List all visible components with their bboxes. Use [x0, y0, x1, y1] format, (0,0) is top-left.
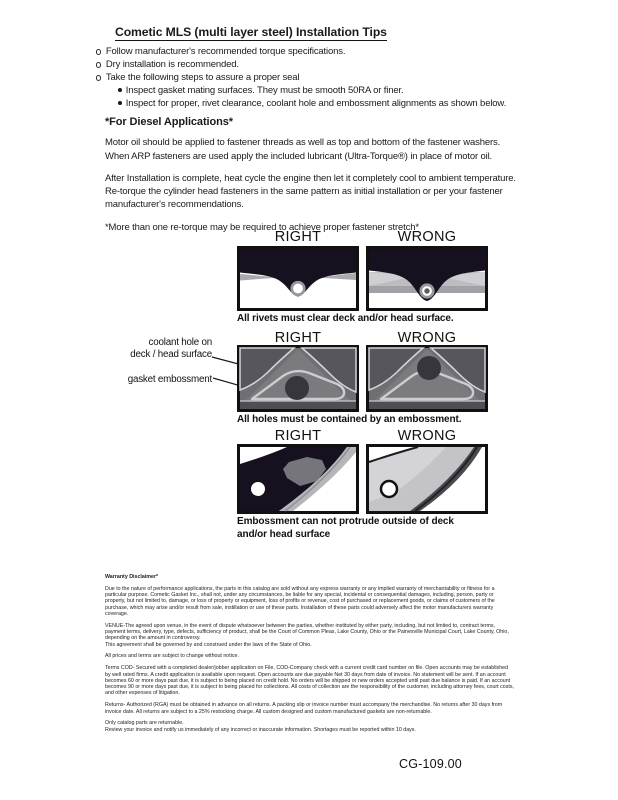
rivet-center — [424, 288, 429, 293]
list-item — [96, 71, 536, 84]
fine-print-paragraph: VENUE-The agreed upon venue, in the event of dispute whatsoever between the parties, whether instituted by either party, including, but not limited to, contract terms, payment terms, delivery, type, defects, sufficiency of product, shall be the Court of Common Pleas, Lake County, Ohio or the Painesville Municipal Court, Lake County, Ohio, depending on the amount in controversy. — [105, 622, 509, 642]
diagram-caption: All holes must be contained by an embossment. — [237, 414, 462, 425]
coolant-hole — [285, 376, 309, 400]
tip-text: Inspect for proper, rivet clearance, coolant hole and embossment alignments as shown below. — [125, 98, 507, 109]
circle-bullet-icon — [96, 75, 101, 80]
fine-print-paragraph: Only catalog parts are returnable. — [105, 720, 184, 727]
list-item — [96, 58, 536, 71]
diesel-applications-section — [105, 116, 525, 243]
circle-bullet-icon — [96, 62, 101, 67]
caption-line: Embossment can not protrude outside of deck — [237, 516, 454, 527]
diagram-caption — [237, 516, 467, 541]
warranty-disclaimer-section — [105, 574, 515, 738]
dot-bullet-icon — [118, 101, 122, 105]
wrong-label: WRONG — [397, 229, 457, 245]
paragraph: Motor oil should be applied to fastener threads as well as top and bottom of the fastener washers. When ARP fasteners are used apply the included lubricant (Ultra-Torque®) in place of motor oil. — [105, 137, 501, 162]
installation-tips-list — [96, 45, 536, 110]
list-item — [96, 45, 536, 58]
embossment-wrong-diagram — [366, 444, 488, 514]
deck-edge-band — [240, 401, 356, 409]
wrong-label: WRONG — [397, 330, 457, 346]
retorque-note: *More than one re-torque may be required to achieve proper fastener stretch* — [105, 221, 419, 233]
caption-line: and/or head surface — [237, 528, 331, 540]
rivet-wrong-diagram — [366, 246, 488, 311]
deck-edge-band — [369, 401, 485, 409]
tip-text: Take the following steps to assure a proper seal — [105, 72, 300, 83]
tip-text: Dry installation is recommended. — [105, 59, 239, 70]
fine-print-paragraph: All prices and terms are subject to change without notice. — [105, 653, 239, 660]
circle-bullet-icon — [96, 49, 101, 54]
paragraph: After Installation is complete, heat cycle the engine then let it completely cool to ambient temperature. Re-torque the cylinder head fasteners in the same pattern as initial installation or per your fastener manufacturer's recommendations. — [105, 172, 516, 211]
coolant-hole-wrong-diagram — [366, 345, 488, 412]
tip-text: Inspect gasket mating surfaces. They must be smooth 50RA or finer. — [125, 85, 404, 96]
dot-bullet-icon — [118, 88, 122, 92]
gasket-embossment-annotation: gasket embossment — [127, 374, 212, 385]
fine-print-paragraph: Terms COD- Secured with a completed dealer/jobber application on File, COD-Company check with a current credit card number on file. Open accounts may be established by well rated firms. A credit application is available upon request. Open accounts are due payable Net 30 days from date of invoice. No statement will be sent. If an account becomes 60 or more days past due, it is subject to being placed on credit hold. No orders will be shipped or new orders accepted until past due balance is paid. If an account becomes 90 or more days past due, it is subject to being placed for collections. All costs of collection are the responsibility of the customer, including attorney fees, court costs, and other expenses of litigation. — [105, 665, 514, 697]
page-number: CG-109.00 — [399, 757, 462, 771]
right-label: RIGHT — [274, 330, 322, 346]
tip-text: Follow manufacturer's recommended torque specifications. — [105, 46, 346, 57]
coolant-hole-annotation — [118, 337, 212, 360]
annotation-line: coolant hole on — [148, 337, 212, 348]
fine-print-heading: Warranty Disclaimer* — [105, 574, 159, 580]
page-title: Cometic MLS (multi layer steel) Installation Tips — [115, 25, 387, 39]
section-heading: *For Diesel Applications* — [105, 116, 233, 128]
diagram-caption: All rivets must clear deck and/or head surface. — [237, 313, 454, 324]
list-item — [118, 84, 536, 97]
right-label: RIGHT — [274, 428, 322, 444]
coolant-hole — [417, 356, 441, 380]
wrong-label: WRONG — [397, 428, 457, 444]
right-label: RIGHT — [274, 229, 322, 245]
embossment-right-diagram — [237, 444, 359, 514]
fine-print-paragraph: Due to the nature of performance applications, the parts in this catalog are sold without any express warranty or any implied warranty of merchantability or fitness for a particular purpose. Cometic Gasket Inc., shall not, under any circumstances, be liable for any special, incidental or consequential damages, including, person, party or property, but not limited to, damage, or loss of property or equipment, loss of profits or revenue, cost of purchased or replacement goods, or claims of customers of the purchase, which may arise and/or result from sale, instillation or use of these parts. Installation of these parts could adversely affect the motor manufacturers warranty coverage. — [105, 585, 495, 617]
coolant-hole-right-diagram — [237, 345, 359, 412]
fine-print-paragraph: Returns- Authorized (RGA) must be obtained in advance on all returns. A packing slip or invoice number must accompany the merchandise. No returns after 30 days from invoice date. All returns are subject to a 25% restocking charge. All custom designed and custom manufactured gaskets are non-returnable. — [105, 702, 503, 715]
rivet-center — [293, 284, 303, 294]
annotation-line: deck / head surface — [130, 348, 212, 360]
bolt-hole — [251, 482, 265, 496]
list-item — [118, 97, 536, 110]
bolt-hole — [381, 481, 397, 497]
rivet-right-diagram — [237, 246, 359, 311]
fine-print-paragraph: This agreement shall be governed by and construed under the laws of the State of Ohio. — [105, 641, 312, 648]
fine-print-paragraph: Review your invoice and notify us immediately of any incorrect or inaccurate information. Shortages must be reported within 10 days. — [105, 726, 416, 733]
